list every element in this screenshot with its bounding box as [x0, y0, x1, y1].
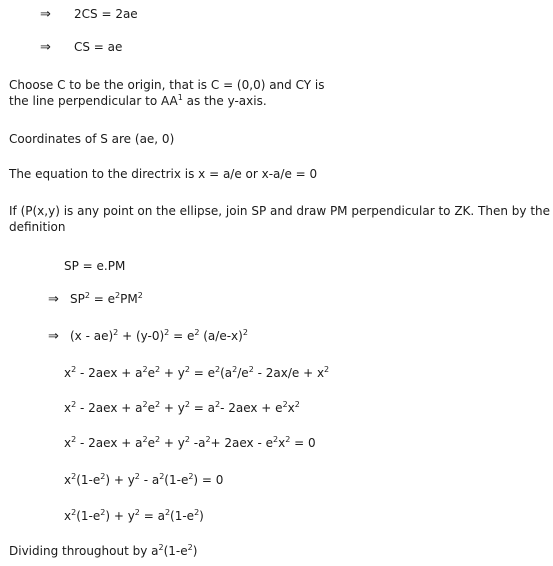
eq-sp: SP = e.PM [64, 259, 126, 273]
step-2cs [40, 6, 138, 23]
eq-expanded [48, 328, 248, 345]
para-definition: If (P(x,y) is any point on the ellipse, join SP and draw PM perpendicular to ZK. Then by the definition [9, 204, 551, 234]
implies-arrow-icon: ⇒ [48, 329, 59, 344]
equation-text: 2CS = 2ae [74, 7, 138, 21]
equation-text: $(x - ae)^2 + (y-0)^2 = e^2$ $(a/e-x)^2$ [70, 328, 248, 343]
equation-text: CS = ae [74, 40, 123, 54]
para-coordinates: Coordinates of S are (ae, 0) [9, 132, 175, 146]
equation-text: $SP^2 = e^2PM^2$ [70, 291, 143, 306]
para-dividing: Dividing throughout by $a^2(1-e^2)$ [9, 543, 198, 558]
eq-step-2: $x^2 - 2aex + a^2e^2 + y^2 = a^2-$ $2aex + e^2x^2$ [64, 400, 300, 415]
eq-step-5: $x^2(1-e^2) + y^2 = a^2(1-e^2)$ [64, 508, 204, 523]
eq-step-3: $x^2 - 2aex + a^2e^2 + y^2$ $-a^2+ 2aex - e^2x^2 = 0$ [64, 435, 316, 450]
implies-arrow-icon: ⇒ [48, 292, 59, 307]
step-cs [40, 39, 122, 56]
eq-step-4: $x^2(1-e^2) + y^2 - a^2(1-e^2) = 0$ [64, 472, 224, 487]
eq-sp-squared [48, 291, 143, 308]
eq-step-1: $x^2 - 2aex + a^2e^2 + y^2 = e^2(a^2/e^2 - 2ax/e + x^2$ [64, 365, 330, 380]
implies-arrow-icon: ⇒ [40, 40, 51, 55]
para-directrix: The equation to the directrix is x = a/e or x-a/e = 0 [9, 167, 318, 181]
para-origin: Choose C to be the origin, that is C = (0,0) and CY is the line perpendicular to $AA^1$ as the y-axis. [9, 78, 325, 108]
implies-arrow-icon: ⇒ [40, 7, 51, 22]
